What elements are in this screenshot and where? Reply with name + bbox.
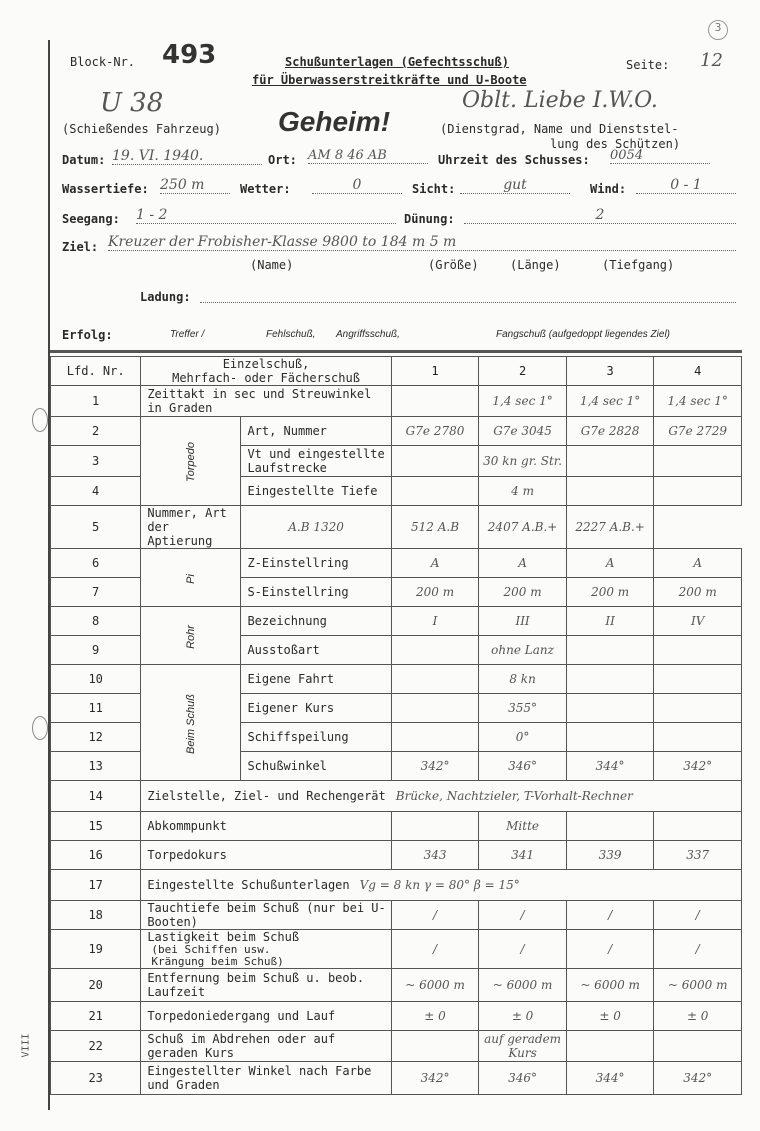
cell-value-col-3: ~ 6000 m <box>566 969 654 1002</box>
cell-value-col-3: ± 0 <box>566 1002 654 1031</box>
target-size-label: (Größe) <box>428 258 479 272</box>
table-row <box>51 1062 742 1095</box>
row-number: 7 <box>51 578 141 607</box>
cell-value-col-3 <box>566 1031 654 1062</box>
page-label: Seite: <box>626 58 670 72</box>
cell-value-col-1: / <box>391 901 479 930</box>
col-3-header: 3 <box>566 357 654 386</box>
result-catch: Fangschuß (aufgedoppt liegendes Ziel) <box>496 329 670 340</box>
cell-value-col-4: IV <box>654 607 742 636</box>
block-label: Block-Nr. <box>70 55 136 69</box>
cell-value-col-3: 1,4 sec 1° <box>566 386 654 417</box>
row-group-pi <box>141 549 241 607</box>
row-number: 12 <box>51 723 141 752</box>
cell-value-col-1 <box>391 446 479 477</box>
swell-label: Dünung: <box>404 212 455 226</box>
cell-value-col-4: ± 0 <box>654 1002 742 1031</box>
row-label <box>141 901 391 930</box>
result-hit: Treffer / <box>170 329 205 340</box>
col-desc-line1: Einzelschuß, <box>222 357 310 371</box>
row-number: 10 <box>51 665 141 694</box>
vessel-label: (Schießendes Fahrzeug) <box>62 122 221 136</box>
table-row <box>51 607 742 636</box>
vessel-handwritten: U 38 <box>100 88 164 118</box>
row-group-beim_schuss <box>141 665 241 781</box>
row-label-text: Art, Nummer <box>247 424 327 438</box>
swell-value: 2 <box>464 207 736 224</box>
col-nr-label: Lfd. Nr. <box>66 364 125 378</box>
cell-value-col-2: G7e 3045 <box>479 417 567 446</box>
cell-value-col-3 <box>566 665 654 694</box>
row-number: 5 <box>51 506 141 549</box>
cell-value-col-1 <box>391 812 479 841</box>
cell-value-col-4: 200 m <box>654 578 742 607</box>
cell-value-col-4: 342° <box>654 1062 742 1095</box>
col-desc-line2: Mehrfach- oder Fächerschuß <box>172 371 360 385</box>
time-value: 0054 <box>610 148 710 164</box>
cell-value-col-1: 342° <box>391 1062 479 1095</box>
cell-value-col-1: I <box>391 607 479 636</box>
row-label-text: Zielstelle, Ziel- und Rechengerät <box>147 789 386 803</box>
cell-value-col-2: 8 kn <box>479 665 567 694</box>
cell-value-col-3 <box>566 723 654 752</box>
row-number: 9 <box>51 636 141 665</box>
cell-value-col-4 <box>654 665 742 694</box>
shooter-handwritten: Oblt. Liebe I.W.O. <box>462 88 658 113</box>
row-label <box>141 812 391 841</box>
row-label-text: Eigene Fahrt <box>247 672 335 686</box>
form-subtitle: für Überwasserstreitkräfte und U-Boote <box>252 73 527 87</box>
cell-value-col-2: ± 0 <box>479 1002 567 1031</box>
row-label-text: Schuß im Abdrehen oder auf geraden Kurs <box>147 1032 336 1060</box>
sea-value: 1 - 2 <box>136 207 396 224</box>
place-value: AM 8 46 AB <box>308 148 428 164</box>
cell-value-col-1: ~ 6000 m <box>391 969 479 1002</box>
row-label-text: Entfernung beim Schuß u. beob. Laufzeit <box>147 971 365 999</box>
cell-value-col-2: ohne Lanz <box>479 636 567 665</box>
cell-value-col-3: / <box>566 930 654 969</box>
row-label <box>141 1002 391 1031</box>
row-handwritten-entry: Brücke, Nachtzieler, T-Vorhalt-Rechner <box>395 789 633 803</box>
row-label <box>241 578 391 607</box>
row-label <box>141 781 742 812</box>
cell-value-col-4: 337 <box>654 841 742 870</box>
row-label <box>141 1031 391 1062</box>
row-label-text: Ausstoßart <box>247 643 320 657</box>
wind-value: 0 - 1 <box>636 177 736 194</box>
cell-value-col-4 <box>654 723 742 752</box>
row-label <box>141 930 391 969</box>
cell-value-col-4: 342° <box>654 752 742 781</box>
row-number: 21 <box>51 1002 141 1031</box>
cell-value-col-2: auf geradem Kurs <box>479 1031 567 1062</box>
cell-value-col-4: G7e 2729 <box>654 417 742 446</box>
cell-value-col-3 <box>566 477 654 506</box>
table-row <box>51 549 742 578</box>
row-label <box>141 870 742 901</box>
cell-value-col-4: 2227 A.B.+ <box>566 506 654 549</box>
row-label-text: Torpedokurs <box>147 848 227 862</box>
col-1-header: 1 <box>391 357 479 386</box>
cell-value-col-1 <box>391 386 479 417</box>
row-number: 16 <box>51 841 141 870</box>
row-label <box>241 417 391 446</box>
row-label-text: Zeittakt in sec und Streuwinkel in Graden <box>147 387 372 415</box>
row-number: 2 <box>51 417 141 446</box>
cell-value-col-4: / <box>654 930 742 969</box>
row-label <box>241 636 391 665</box>
row-sublabel-line2: Krängung beim Schuß) <box>151 955 284 968</box>
cell-value-col-3 <box>566 446 654 477</box>
table-row <box>51 901 742 930</box>
col-nr-header <box>51 357 141 386</box>
cell-value-col-4 <box>654 636 742 665</box>
row-label-text: Schiffspeilung <box>247 730 349 744</box>
cell-value-col-4: A <box>654 549 742 578</box>
place-label: Ort: <box>268 153 297 167</box>
target-draught-label: (Tiefgang) <box>602 258 675 272</box>
depth-value: 250 m <box>160 177 230 194</box>
sea-label: Seegang: <box>62 212 120 226</box>
cell-value-col-2: 4 m <box>479 477 567 506</box>
table-row <box>51 1002 742 1031</box>
row-label <box>241 723 391 752</box>
cell-value-col-3: G7e 2828 <box>566 417 654 446</box>
table-row <box>51 386 742 417</box>
binder-hole <box>32 716 48 740</box>
group-label: Rohr <box>184 624 197 649</box>
row-label-text: Eigener Kurs <box>247 701 335 715</box>
table-row <box>51 417 742 446</box>
table-top-rule <box>50 350 742 353</box>
cell-value-col-4 <box>654 477 742 506</box>
cell-value-col-1 <box>391 694 479 723</box>
row-label-text: Bezeichnung <box>247 614 327 628</box>
table-row <box>51 870 742 901</box>
cell-value-col-4 <box>654 694 742 723</box>
cell-value-col-3: A <box>566 549 654 578</box>
group-label: Beim Schuß <box>184 693 197 754</box>
row-label <box>241 477 391 506</box>
row-label-text: Schußwinkel <box>247 759 327 773</box>
cell-value-col-4: / <box>654 901 742 930</box>
col-desc-header <box>141 357 391 386</box>
cell-value-col-1: 343 <box>391 841 479 870</box>
table-row <box>51 841 742 870</box>
cell-value-col-3: 339 <box>566 841 654 870</box>
table-header-row <box>51 357 742 386</box>
cell-value-col-2: 346° <box>479 752 567 781</box>
cargo-label: Ladung: <box>140 290 191 304</box>
group-label: Pi <box>184 573 197 584</box>
cell-value-col-3: II <box>566 607 654 636</box>
row-label-text: Nummer, Art der Aptierung <box>147 506 227 548</box>
row-label <box>241 549 391 578</box>
row-number: 23 <box>51 1062 141 1095</box>
cell-value-col-1: ± 0 <box>391 1002 479 1031</box>
cell-value-col-3: 200 m <box>566 578 654 607</box>
cell-value-col-2: / <box>479 930 567 969</box>
cell-value-col-2: 355° <box>479 694 567 723</box>
row-number: 13 <box>51 752 141 781</box>
cell-value-col-4 <box>654 1031 742 1062</box>
cell-value-col-2: ~ 6000 m <box>479 969 567 1002</box>
cell-value-col-2: A <box>479 549 567 578</box>
table-row <box>51 506 742 549</box>
row-sublabel-line1: (bei Schiffen usw. <box>151 943 271 956</box>
row-group-rohr <box>141 607 241 665</box>
row-label <box>141 386 391 417</box>
cell-value-col-2: 346° <box>479 1062 567 1095</box>
row-label-text: Tauchtiefe beim Schuß (nur bei U-Booten) <box>147 901 386 929</box>
cell-value-col-1 <box>391 636 479 665</box>
row-label <box>141 969 391 1002</box>
row-number: 22 <box>51 1031 141 1062</box>
table-row <box>51 1031 742 1062</box>
row-label <box>241 665 391 694</box>
row-number: 3 <box>51 446 141 477</box>
corner-mark: 3 <box>708 20 728 40</box>
shooter-label-line2: lung des Schützen) <box>550 137 681 151</box>
row-label-text: Abkommpunkt <box>147 819 227 833</box>
row-number: 8 <box>51 607 141 636</box>
result-label: Erfolg: <box>62 328 113 342</box>
cell-value-col-2: 512 A.B <box>391 506 479 549</box>
cell-value-col-2: 1,4 sec 1° <box>479 386 567 417</box>
target-name-label: (Name) <box>250 258 294 272</box>
row-number: 18 <box>51 901 141 930</box>
cargo-value-line <box>200 288 736 303</box>
row-number: 11 <box>51 694 141 723</box>
cell-value-col-4: ~ 6000 m <box>654 969 742 1002</box>
date-label: Datum: <box>62 153 106 167</box>
row-sublabel <box>151 944 283 968</box>
cell-value-col-3: 344° <box>566 752 654 781</box>
result-miss: Fehlschuß, <box>266 329 316 340</box>
table-row <box>51 969 742 1002</box>
cell-value-col-3: / <box>566 901 654 930</box>
side-mark: VIII <box>20 1033 32 1058</box>
row-label <box>241 752 391 781</box>
cell-value-col-4 <box>654 812 742 841</box>
row-group-torpedo <box>141 417 241 506</box>
result-attack: Angriffsschuß, <box>336 329 400 340</box>
target-value: Kreuzer der Frobisher-Klasse 9800 to 184 m 5 m <box>108 234 736 251</box>
cell-value-col-1 <box>391 665 479 694</box>
cell-value-col-1: A.B 1320 <box>241 506 391 549</box>
weather-value: 0 <box>312 177 402 194</box>
cell-value-col-4: 1,4 sec 1° <box>654 386 742 417</box>
row-label-text: Eingestellte Schußunterlagen <box>147 878 350 892</box>
table-row <box>51 812 742 841</box>
page-number: 12 <box>700 50 723 71</box>
row-number: 1 <box>51 386 141 417</box>
cell-value-col-1: 200 m <box>391 578 479 607</box>
cell-value-col-2: 0° <box>479 723 567 752</box>
row-label-text: Eingestellter Winkel nach Farbe und Graden <box>147 1064 372 1092</box>
row-label-text: S-Einstellring <box>247 585 349 599</box>
table-row <box>51 665 742 694</box>
form-title: Schußunterlagen (Gefechtsschuß) <box>285 55 509 69</box>
cell-value-col-1 <box>391 723 479 752</box>
target-length-label: (Länge) <box>510 258 561 272</box>
cell-value-col-4 <box>654 446 742 477</box>
row-number: 17 <box>51 870 141 901</box>
cell-value-col-2: 341 <box>479 841 567 870</box>
cell-value-col-1: 342° <box>391 752 479 781</box>
classification-stamp: Geheim! <box>278 106 391 137</box>
cell-value-col-3: 2407 A.B.+ <box>479 506 567 549</box>
time-label: Uhrzeit des Schusses: <box>438 153 590 167</box>
wind-label: Wind: <box>590 182 627 196</box>
date-value: 19. VI. 1940. <box>112 148 262 165</box>
row-label-text: Torpedoniedergang und Lauf <box>147 1009 336 1023</box>
col-2-header: 2 <box>479 357 567 386</box>
cell-value-col-1 <box>391 477 479 506</box>
col-4-header: 4 <box>654 357 742 386</box>
cell-value-col-2: 30 kn gr. Str. <box>479 446 567 477</box>
row-label-text: Eingestellte Tiefe <box>247 484 378 498</box>
cell-value-col-2: Mitte <box>479 812 567 841</box>
cell-value-col-2: III <box>479 607 567 636</box>
cell-value-col-3 <box>566 694 654 723</box>
row-label <box>141 506 241 549</box>
weather-label: Wetter: <box>240 182 291 196</box>
cell-value-col-1: G7e 2780 <box>391 417 479 446</box>
table-row <box>51 781 742 812</box>
row-number: 6 <box>51 549 141 578</box>
row-number: 4 <box>51 477 141 506</box>
binder-hole <box>32 408 48 432</box>
row-handwritten-entry: Vg = 8 kn γ = 80° β = 15° <box>359 878 520 892</box>
row-label <box>141 1062 391 1095</box>
cell-value-col-1 <box>391 1031 479 1062</box>
row-number: 14 <box>51 781 141 812</box>
cell-value-col-1: / <box>391 930 479 969</box>
row-label-text: Vt und eingestellte Laufstrecke <box>247 447 385 475</box>
cell-value-col-3: 344° <box>566 1062 654 1095</box>
shooter-label-line1: (Dienstgrad, Name und Dienststel- <box>440 122 679 136</box>
shot-data-table <box>50 356 742 1095</box>
visibility-value: gut <box>460 177 570 194</box>
cell-value-col-2: 200 m <box>479 578 567 607</box>
cell-value-col-2: / <box>479 901 567 930</box>
row-label <box>241 694 391 723</box>
target-label: Ziel: <box>62 240 99 254</box>
group-label: Torpedo <box>184 442 197 482</box>
row-label <box>241 446 391 477</box>
row-number: 20 <box>51 969 141 1002</box>
row-label <box>241 607 391 636</box>
depth-label: Wassertiefe: <box>62 182 149 196</box>
row-number: 19 <box>51 930 141 969</box>
row-label-text: Z-Einstellring <box>247 556 349 570</box>
visibility-label: Sicht: <box>412 182 456 196</box>
cell-value-col-3 <box>566 812 654 841</box>
row-number: 15 <box>51 812 141 841</box>
block-number: 493 <box>162 40 217 70</box>
table-row <box>51 930 742 969</box>
table-body <box>51 386 742 1095</box>
row-label-text: Lastigkeit beim Schuß <box>147 930 300 944</box>
cell-value-col-1: A <box>391 549 479 578</box>
row-label <box>141 841 391 870</box>
cell-value-col-3 <box>566 636 654 665</box>
